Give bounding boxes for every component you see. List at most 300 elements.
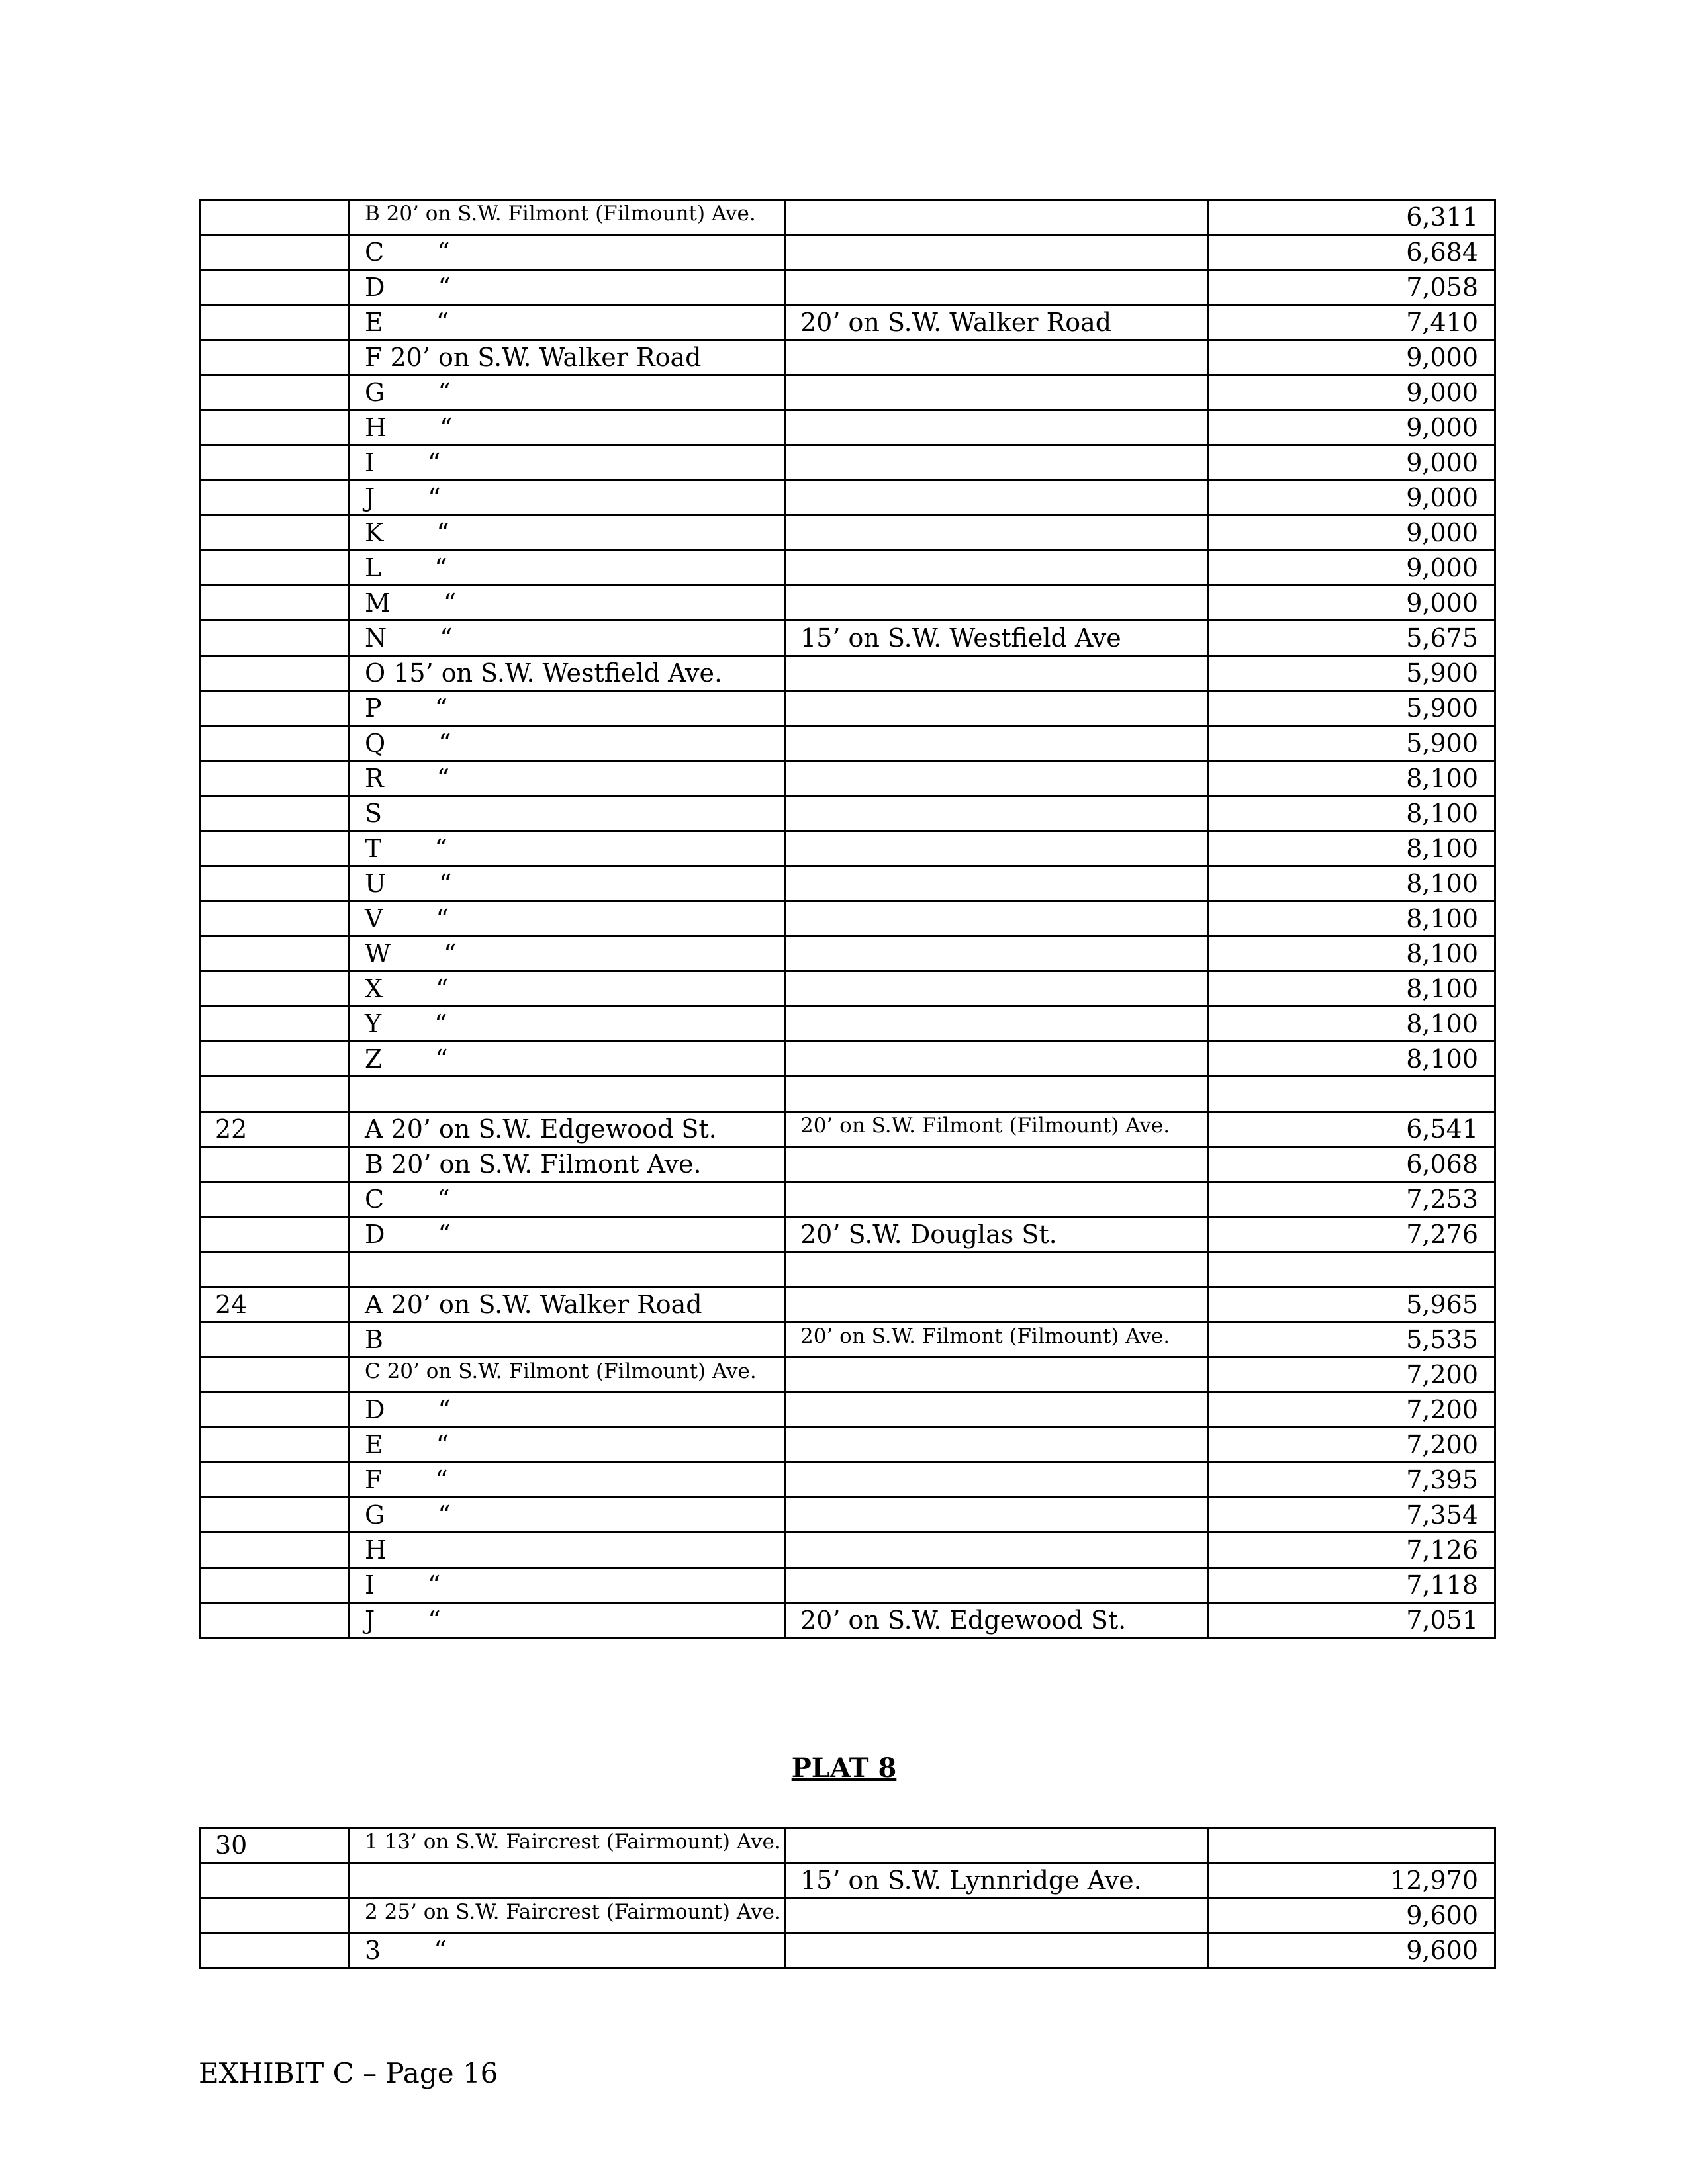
ditto-mark: “: [436, 904, 449, 933]
frontage-cell: [785, 1828, 1209, 1863]
frontage-cell: 20’ on S.W. Edgewood St.: [785, 1603, 1209, 1638]
frontage-cell: [785, 551, 1209, 586]
table-row: [200, 1357, 1495, 1392]
table-row: [200, 1322, 1495, 1357]
lot-cell: [350, 445, 785, 480]
frontage-cell: [785, 1007, 1209, 1042]
ditto-mark: “: [438, 1395, 451, 1424]
parcel-cell: [200, 1933, 350, 1968]
table-row: [200, 621, 1495, 656]
lot-text: M: [365, 588, 391, 617]
area-cell: 9,000: [1209, 480, 1495, 516]
ditto-mark: “: [436, 308, 449, 337]
area-cell: 6,068: [1209, 1147, 1495, 1182]
frontage-cell: [785, 936, 1209, 972]
lot-text: I: [365, 448, 375, 477]
parcel-cell: [200, 1182, 350, 1217]
frontage-cell: [785, 1287, 1209, 1322]
lot-cell: [350, 1182, 785, 1217]
area-cell: 7,200: [1209, 1392, 1495, 1428]
lot-text: L: [365, 553, 382, 582]
lot-text: D: [365, 1220, 385, 1249]
parcel-cell: [200, 1077, 350, 1112]
lot-cell: [350, 761, 785, 796]
lot-text: 1 13’ on S.W. Faircrest (Fairmount) Ave.: [365, 1830, 781, 1854]
parcel-cell: [200, 1498, 350, 1533]
lot-text: O 15’ on S.W. Westfield Ave.: [365, 659, 723, 688]
parcel-cell: [200, 831, 350, 866]
frontage-cell: 20’ S.W. Douglas St.: [785, 1217, 1209, 1252]
parcel-cell: [200, 1863, 350, 1898]
ditto-mark: “: [436, 764, 450, 793]
ditto-mark: “: [434, 1936, 447, 1965]
parcel-cell: 24: [200, 1287, 350, 1322]
lot-text: K: [365, 518, 384, 547]
lot-table: [199, 199, 1496, 1639]
frontage-cell: [785, 691, 1209, 726]
lot-text: C: [365, 1185, 385, 1214]
area-cell: 7,200: [1209, 1357, 1495, 1392]
ditto-mark: “: [439, 869, 452, 898]
lot-text: T: [365, 834, 382, 863]
table-row: [200, 375, 1495, 410]
lot-cell: [350, 726, 785, 761]
frontage-cell: [785, 1533, 1209, 1568]
frontage-cell: [785, 831, 1209, 866]
lot-cell: [350, 1077, 785, 1112]
parcel-cell: [200, 796, 350, 831]
ditto-mark: “: [435, 1465, 448, 1494]
table-row: [200, 410, 1495, 445]
lot-text: F 20’ on S.W. Walker Road: [365, 343, 702, 372]
table-row: [200, 200, 1495, 235]
parcel-cell: 22: [200, 1112, 350, 1147]
ditto-mark: “: [440, 623, 453, 653]
lot-cell: [350, 1568, 785, 1603]
area-cell: [1209, 1077, 1495, 1112]
area-cell: 6,684: [1209, 235, 1495, 270]
lot-text: B 20’ on S.W. Filmont Ave.: [365, 1150, 702, 1179]
lot-text: B 20’ on S.W. Filmont (Filmount) Ave.: [365, 202, 756, 226]
parcel-cell: [200, 866, 350, 901]
frontage-cell: [785, 972, 1209, 1007]
ditto-mark: “: [434, 694, 448, 723]
table-row: [200, 1828, 1495, 1863]
table-row: [200, 1568, 1495, 1603]
area-cell: 7,354: [1209, 1498, 1495, 1533]
parcel-cell: [200, 1533, 350, 1568]
lot-cell: [350, 796, 785, 831]
area-cell: 9,600: [1209, 1933, 1495, 1968]
frontage-cell: 20’ on S.W. Walker Road: [785, 305, 1209, 340]
parcel-cell: [200, 270, 350, 305]
lot-cell: [350, 375, 785, 410]
frontage-cell: [785, 1463, 1209, 1498]
lot-text: A 20’ on S.W. Walker Road: [365, 1290, 702, 1319]
parcel-cell: [200, 1603, 350, 1638]
ditto-mark: “: [434, 1009, 447, 1038]
frontage-cell: 20’ on S.W. Filmont (Filmount) Ave.: [785, 1112, 1209, 1147]
area-cell: 7,051: [1209, 1603, 1495, 1638]
area-cell: 8,100: [1209, 936, 1495, 972]
area-cell: 8,100: [1209, 972, 1495, 1007]
lot-cell: [350, 866, 785, 901]
frontage-cell: [785, 1898, 1209, 1933]
lot-text: U: [365, 869, 387, 898]
lot-text: G: [365, 378, 385, 407]
table-row: [200, 270, 1495, 305]
lot-table-body: [200, 200, 1495, 1638]
table-row: [200, 831, 1495, 866]
plat8-table-body: [200, 1828, 1495, 1968]
lot-cell: [350, 691, 785, 726]
lot-text: 2 25’ on S.W. Faircrest (Fairmount) Ave.: [365, 1900, 781, 1924]
area-cell: 5,675: [1209, 621, 1495, 656]
frontage-cell: [785, 761, 1209, 796]
frontage-cell: [785, 480, 1209, 516]
ditto-mark: “: [428, 483, 441, 512]
lot-cell: [350, 305, 785, 340]
table-row: [200, 305, 1495, 340]
frontage-cell: [785, 656, 1209, 691]
lot-text: C: [365, 238, 385, 267]
ditto-mark: “: [435, 1044, 448, 1073]
lot-text: V: [365, 904, 383, 933]
frontage-cell: 15’ on S.W. Westfield Ave: [785, 621, 1209, 656]
frontage-cell: [785, 1933, 1209, 1968]
frontage-cell: [785, 1182, 1209, 1217]
lot-text: H: [365, 413, 387, 442]
area-cell: 7,395: [1209, 1463, 1495, 1498]
ditto-mark: “: [438, 729, 451, 758]
lot-text: P: [365, 694, 382, 723]
area-cell: 5,900: [1209, 726, 1495, 761]
parcel-cell: [200, 445, 350, 480]
area-cell: 9,000: [1209, 375, 1495, 410]
area-cell: 8,100: [1209, 1007, 1495, 1042]
lot-cell: [350, 1463, 785, 1498]
table-row: [200, 691, 1495, 726]
lot-text: J: [365, 483, 375, 512]
frontage-cell: [785, 1147, 1209, 1182]
lot-text: H: [365, 1535, 387, 1565]
frontage-cell: [785, 796, 1209, 831]
parcel-cell: [200, 1428, 350, 1463]
lot-text: I: [365, 1570, 375, 1600]
lot-text: S: [365, 799, 383, 828]
ditto-mark: “: [438, 1500, 451, 1529]
frontage-cell: [785, 200, 1209, 235]
table-row: [200, 1147, 1495, 1182]
table-row: [200, 480, 1495, 516]
lot-text: E: [365, 1430, 383, 1459]
lot-cell: [350, 1898, 785, 1933]
area-cell: 9,000: [1209, 340, 1495, 375]
table-row: [200, 445, 1495, 480]
table-row: [200, 1533, 1495, 1568]
lot-text: R: [365, 764, 384, 793]
parcel-cell: [200, 621, 350, 656]
page-footer: EXHIBIT C – Page 16: [199, 2057, 498, 2089]
frontage-cell: [785, 1428, 1209, 1463]
table-row: [200, 1182, 1495, 1217]
lot-text: Y: [365, 1009, 382, 1038]
table-row: [200, 796, 1495, 831]
parcel-cell: [200, 340, 350, 375]
parcel-cell: [200, 1147, 350, 1182]
table-row: [200, 972, 1495, 1007]
parcel-cell: [200, 1392, 350, 1428]
lot-cell: [350, 1828, 785, 1863]
lot-cell: [350, 1498, 785, 1533]
frontage-cell: [785, 1042, 1209, 1077]
frontage-cell: [785, 270, 1209, 305]
lot-text: Q: [365, 729, 386, 758]
parcel-cell: [200, 936, 350, 972]
area-cell: 9,000: [1209, 410, 1495, 445]
parcel-cell: [200, 375, 350, 410]
lot-text: D: [365, 1395, 385, 1424]
lot-text: F: [365, 1465, 383, 1494]
lot-cell: [350, 586, 785, 621]
area-cell: 5,965: [1209, 1287, 1495, 1322]
lot-cell: [350, 901, 785, 936]
table-row: [200, 1898, 1495, 1933]
parcel-cell: [200, 1322, 350, 1357]
table-row: [200, 1498, 1495, 1533]
table-row: [200, 866, 1495, 901]
parcel-cell: [200, 1898, 350, 1933]
ditto-mark: “: [440, 413, 453, 442]
ditto-mark: “: [443, 588, 457, 617]
ditto-mark: “: [438, 273, 451, 302]
lot-cell: [350, 516, 785, 551]
lot-cell: [350, 1933, 785, 1968]
frontage-cell: [785, 1077, 1209, 1112]
lot-cell: [350, 1357, 785, 1392]
area-cell: 8,100: [1209, 866, 1495, 901]
area-cell: 7,118: [1209, 1568, 1495, 1603]
area-cell: 5,900: [1209, 656, 1495, 691]
lot-cell: [350, 1252, 785, 1287]
table-row: [200, 1287, 1495, 1322]
table-row: [200, 901, 1495, 936]
frontage-cell: [785, 340, 1209, 375]
frontage-cell: [785, 235, 1209, 270]
parcel-cell: 30: [200, 1828, 350, 1863]
lot-cell: [350, 480, 785, 516]
frontage-cell: [785, 516, 1209, 551]
table-row: [200, 1077, 1495, 1112]
area-cell: 5,535: [1209, 1322, 1495, 1357]
parcel-cell: [200, 1217, 350, 1252]
area-cell: 7,058: [1209, 270, 1495, 305]
area-cell: 6,311: [1209, 200, 1495, 235]
ditto-mark: “: [434, 834, 447, 863]
parcel-cell: [200, 691, 350, 726]
lot-text: J: [365, 1606, 375, 1635]
lot-cell: [350, 340, 785, 375]
plat-heading: PLAT 8: [791, 1752, 897, 1784]
lot-text: A 20’ on S.W. Edgewood St.: [365, 1115, 717, 1144]
ditto-mark: “: [428, 1606, 441, 1635]
ditto-mark: “: [434, 553, 447, 582]
parcel-cell: [200, 656, 350, 691]
table-row: [200, 726, 1495, 761]
lot-cell: [350, 551, 785, 586]
parcel-cell: [200, 1568, 350, 1603]
lot-cell: [350, 1392, 785, 1428]
table-row: [200, 340, 1495, 375]
lot-cell: [350, 1147, 785, 1182]
ditto-mark: “: [436, 518, 449, 547]
parcel-cell: [200, 901, 350, 936]
parcel-cell: [200, 305, 350, 340]
table-row: [200, 761, 1495, 796]
lot-cell: [350, 1322, 785, 1357]
frontage-cell: [785, 901, 1209, 936]
area-cell: 8,100: [1209, 831, 1495, 866]
lot-text: D: [365, 273, 385, 302]
lot-cell: [350, 1112, 785, 1147]
parcel-cell: [200, 1357, 350, 1392]
table-row: [200, 1112, 1495, 1147]
parcel-cell: [200, 972, 350, 1007]
lot-cell: [350, 1217, 785, 1252]
lot-cell: [350, 235, 785, 270]
parcel-cell: [200, 235, 350, 270]
table-row: [200, 551, 1495, 586]
area-cell: 5,900: [1209, 691, 1495, 726]
frontage-cell: [785, 1392, 1209, 1428]
table-row: [200, 656, 1495, 691]
frontage-cell: [785, 586, 1209, 621]
ditto-mark: “: [444, 939, 457, 968]
table-row: [200, 586, 1495, 621]
area-cell: 7,126: [1209, 1533, 1495, 1568]
area-cell: 7,410: [1209, 305, 1495, 340]
table-row: [200, 1428, 1495, 1463]
lot-cell: [350, 1428, 785, 1463]
lot-text: 3: [365, 1936, 381, 1965]
frontage-cell: [785, 445, 1209, 480]
frontage-cell: [785, 410, 1209, 445]
lot-cell: [350, 1007, 785, 1042]
lot-text: E: [365, 308, 383, 337]
lot-cell: [350, 1533, 785, 1568]
lot-cell: [350, 831, 785, 866]
lot-cell: [350, 270, 785, 305]
area-cell: 9,600: [1209, 1898, 1495, 1933]
ditto-mark: “: [438, 1220, 451, 1249]
table-row: [200, 936, 1495, 972]
area-cell: [1209, 1828, 1495, 1863]
area-cell: 9,000: [1209, 586, 1495, 621]
lot-cell: [350, 972, 785, 1007]
frontage-cell: [785, 1357, 1209, 1392]
parcel-cell: [200, 586, 350, 621]
parcel-cell: [200, 1042, 350, 1077]
lot-text: X: [365, 974, 383, 1003]
table-row: [200, 1933, 1495, 1968]
lot-cell: [350, 1042, 785, 1077]
lot-cell: [350, 200, 785, 235]
plat8-table: [199, 1827, 1496, 1969]
frontage-cell: 15’ on S.W. Lynnridge Ave.: [785, 1863, 1209, 1898]
ditto-mark: “: [436, 1430, 449, 1459]
frontage-cell: [785, 1498, 1209, 1533]
table-row: [200, 1392, 1495, 1428]
lot-cell: [350, 656, 785, 691]
table-row: [200, 1042, 1495, 1077]
area-cell: 6,541: [1209, 1112, 1495, 1147]
parcel-cell: [200, 551, 350, 586]
ditto-mark: “: [428, 448, 441, 477]
lot-cell: [350, 621, 785, 656]
area-cell: 8,100: [1209, 761, 1495, 796]
lot-cell: [350, 1287, 785, 1322]
ditto-mark: “: [436, 974, 449, 1003]
lot-text: B: [365, 1325, 383, 1354]
parcel-cell: [200, 1007, 350, 1042]
parcel-cell: [200, 200, 350, 235]
area-cell: 8,100: [1209, 901, 1495, 936]
table-row: [200, 235, 1495, 270]
table-row: [200, 1007, 1495, 1042]
area-cell: 9,000: [1209, 516, 1495, 551]
area-cell: [1209, 1252, 1495, 1287]
lot-text: W: [365, 939, 391, 968]
parcel-cell: [200, 480, 350, 516]
frontage-cell: 20’ on S.W. Filmont (Filmount) Ave.: [785, 1322, 1209, 1357]
lot-text: Z: [365, 1044, 383, 1073]
ditto-mark: “: [437, 1185, 450, 1214]
parcel-cell: [200, 410, 350, 445]
parcel-cell: [200, 1252, 350, 1287]
lot-text: N: [365, 623, 387, 653]
parcel-cell: [200, 761, 350, 796]
area-cell: 7,200: [1209, 1428, 1495, 1463]
area-cell: 9,000: [1209, 551, 1495, 586]
lot-text: G: [365, 1500, 385, 1529]
frontage-cell: [785, 866, 1209, 901]
ditto-mark: “: [428, 1570, 441, 1600]
area-cell: 7,253: [1209, 1182, 1495, 1217]
table-row: [200, 1217, 1495, 1252]
area-cell: 8,100: [1209, 1042, 1495, 1077]
lot-cell: [350, 1863, 785, 1898]
area-cell: 7,276: [1209, 1217, 1495, 1252]
ditto-mark: “: [437, 238, 450, 267]
table-row: [200, 1863, 1495, 1898]
area-cell: 8,100: [1209, 796, 1495, 831]
table-row: [200, 1463, 1495, 1498]
frontage-cell: [785, 1568, 1209, 1603]
lot-cell: [350, 1603, 785, 1638]
frontage-cell: [785, 1252, 1209, 1287]
parcel-cell: [200, 1463, 350, 1498]
lot-cell: [350, 410, 785, 445]
area-cell: 12,970: [1209, 1863, 1495, 1898]
lot-cell: [350, 936, 785, 972]
parcel-cell: [200, 516, 350, 551]
lot-text: C 20’ on S.W. Filmont (Filmount) Ave.: [365, 1359, 757, 1383]
parcel-cell: [200, 726, 350, 761]
ditto-mark: “: [438, 378, 451, 407]
table-row: [200, 1252, 1495, 1287]
frontage-cell: [785, 726, 1209, 761]
frontage-cell: [785, 375, 1209, 410]
